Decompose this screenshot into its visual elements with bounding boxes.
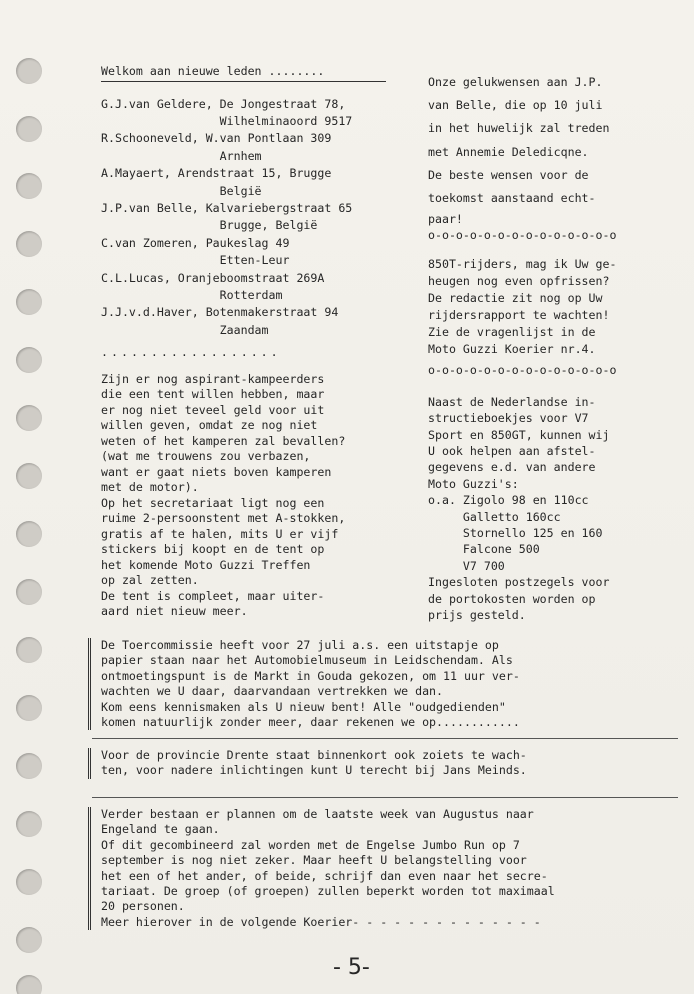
paragraph-line: Kom eens kennismaken als U nieuw bent! Alle "oudgedienden" (101, 699, 506, 714)
paragraph-line: ten, voor nadere inlichtingen kunt U terecht bij Jans Meinds. (101, 763, 527, 778)
member-line: J.J.v.d.Haver, Botenmakerstraat 94 (101, 305, 339, 320)
paragraph-line: Of dit gecombineerd zal worden met de Engelse Jumbo Run op 7 (101, 837, 520, 852)
paragraph-line: met Annemie Deledicqne. (428, 144, 589, 159)
binder-hole (16, 173, 42, 199)
paragraph-line: prijs gesteld. (428, 608, 526, 623)
paragraph-line: Engeland te gaan. (101, 822, 220, 837)
paragraph-line: Moto Guzzi's: (428, 476, 519, 491)
right-column (428, 71, 678, 624)
paragraph-line: 850T-rijders, mag ik Uw ge- (428, 256, 617, 271)
member-line: Wilhelminaoord 9517 (101, 113, 353, 128)
member-line: België (101, 183, 262, 198)
member-line: C.L.Lucas, Oranjeboomstraat 269A (101, 270, 325, 285)
member-line: J.P.van Belle, Kalvariebergstraat 65 (101, 200, 353, 215)
paragraph-line: V7 700 (428, 558, 505, 573)
booklets-paragraph (428, 394, 678, 624)
page-number: - 5- (333, 955, 370, 980)
paragraph-line: het een of het ander, of beide, schrijf dan even naar het secre- (101, 868, 548, 883)
paragraph-line: tariaat. De groep (of groepen) zullen beperkt worden tot maximaal (101, 884, 555, 899)
binder-hole (16, 811, 42, 837)
paragraph-line: Galletto 160cc (428, 509, 561, 524)
paragraph-line: U ook helpen aan afstel- (428, 444, 596, 459)
left-column (101, 64, 426, 620)
paragraph-line: Ingesloten postzegels voor (428, 575, 610, 590)
congratulations-paragraph (428, 71, 678, 244)
paragraph-line: De Toercommissie heeft voor 27 juli a.s. een uitstapje op (101, 638, 499, 652)
binder-hole (16, 289, 42, 315)
member-line: R.Schooneveld, W.van Pontlaan 309 (101, 131, 332, 146)
binder-hole (16, 695, 42, 721)
o-separator: o-o-o-o-o-o-o-o-o-o-o-o-o-o (428, 362, 617, 377)
member-line: Etten-Leur (101, 253, 290, 268)
paragraph-line: september is nog niet zeker. Maar heeft U belangstelling voor (101, 853, 527, 868)
paragraph-line: Zijn er nog aspirant-kampeerders (101, 371, 325, 386)
paragraph-line: van Belle, die op 10 juli (428, 98, 603, 113)
paragraph-line: heugen nog even opfrissen? (428, 273, 610, 288)
binder-hole (16, 58, 42, 84)
paragraph-line: De beste wensen voor de (428, 167, 589, 182)
binder-hole (16, 116, 42, 142)
member-line: A.Mayaert, Arendstraat 15, Brugge (101, 166, 332, 181)
paragraph-line: gratis af te halen, mits U er vijf (101, 526, 339, 541)
paragraph-line: structieboekjes voor V7 (428, 411, 589, 426)
paragraph-line: o.a. Zigolo 98 en 110cc (428, 493, 589, 508)
paragraph-line: ruime 2-persoonstent met A-stokken, (101, 511, 346, 526)
section-divider (92, 797, 678, 798)
paragraph-line: Voor de provincie Drente staat binnenkort ook zoiets te wach- (101, 748, 527, 762)
paragraph-line: Falcone 500 (428, 542, 540, 557)
paragraph-line: er nog niet teveel geld voor uit (101, 402, 325, 417)
paragraph-line: De redactie zit nog op Uw (428, 290, 603, 305)
paragraph-line: Stornello 125 en 160 (428, 526, 603, 541)
paragraph-line: stickers bij koopt en de tent op (101, 542, 325, 557)
binder-hole (16, 869, 42, 895)
paragraph-line: wachten we U daar, daarvandaan vertrekken we dan. (101, 684, 444, 699)
drente-section (88, 748, 691, 779)
paragraph-line: Op het secretariaat ligt nog een (101, 495, 325, 510)
section-divider (92, 738, 678, 739)
binder-hole (16, 463, 42, 489)
member-line: G.J.van Geldere, De Jongestraat 78, (101, 96, 346, 111)
paragraph-line: (wat me trouwens zou verbazen, (101, 449, 311, 464)
binder-holes (16, 0, 46, 994)
member-line: Zaandam (101, 322, 269, 337)
binder-hole (16, 975, 42, 994)
paragraph-line: die een tent willen hebben, maar (101, 387, 325, 402)
paragraph-line: 20 personen. (101, 899, 185, 914)
paragraph-line: de portokosten worden op (428, 591, 596, 606)
member-line: Arnhem (101, 148, 262, 163)
paragraph-line: rijdersrapport te wachten! (428, 307, 610, 322)
paragraph-line: Onze gelukwensen aan J.P. (428, 75, 603, 89)
binder-hole (16, 521, 42, 547)
member-line: Rotterdam (101, 287, 283, 302)
paragraph-line: De tent is compleet, maar uiter- (101, 588, 325, 603)
binder-hole (16, 231, 42, 257)
paragraph-line: papier staan naar het Automobielmuseum in Leidschendam. Als (101, 653, 513, 668)
paragraph-line: want er gaat niets boven kamperen (101, 464, 332, 479)
dotted-separator: .................. (101, 345, 281, 360)
paragraph-line: Verder bestaan er plannen om de laatste week van Augustus naar (101, 807, 534, 821)
paragraph-line: aard niet nieuw meer. (101, 604, 248, 619)
paragraph-line: toekomst aanstaand echt- (428, 191, 596, 206)
paragraph-line: in het huwelijk zal treden (428, 121, 610, 136)
binder-hole (16, 637, 42, 663)
paragraph-line: met de motor). (101, 480, 199, 495)
member-line: C.van Zomeren, Paukeslag 49 (101, 235, 290, 250)
tent-paragraph (101, 372, 426, 620)
tour-section (88, 638, 691, 730)
binder-hole (16, 347, 42, 373)
paragraph-line: paar! (428, 212, 463, 227)
paragraph-line: komen natuurlijk zonder meer, daar rekenen we op............ (101, 715, 520, 730)
binder-hole (16, 927, 42, 953)
welcome-heading: Welkom aan nieuwe leden ........ (101, 64, 386, 82)
paragraph-line: Moto Guzzi Koerier nr.4. (428, 341, 596, 356)
member-line: Brugge, België (101, 218, 318, 233)
england-section (88, 807, 691, 930)
paragraph-line: Meer hierover in de volgende Koerier- - - - - - - - - - - - - - (101, 914, 541, 929)
paragraph-line: willen geven, omdat ze nog niet (101, 418, 318, 433)
paragraph-line: gegevens e.d. van andere (428, 460, 596, 475)
paragraph-line: weten of het kamperen zal bevallen? (101, 433, 346, 448)
paragraph-line: ontmoetingspunt is de Markt in Gouda gekozen, om 11 uur ver- (101, 668, 520, 683)
binder-hole (16, 579, 42, 605)
o-separator: o-o-o-o-o-o-o-o-o-o-o-o-o-o (428, 228, 617, 243)
paragraph-line: Sport en 850GT, kunnen wij (428, 427, 610, 442)
riders-paragraph (428, 256, 678, 382)
paragraph-line: op zal zetten. (101, 573, 199, 588)
paragraph-line: Naast de Nederlandse in- (428, 394, 596, 409)
paragraph-line: Zie de vragenlijst in de (428, 324, 596, 339)
member-list (101, 96, 426, 340)
binder-hole (16, 405, 42, 431)
binder-hole (16, 753, 42, 779)
paragraph-line: het komende Moto Guzzi Treffen (101, 557, 311, 572)
